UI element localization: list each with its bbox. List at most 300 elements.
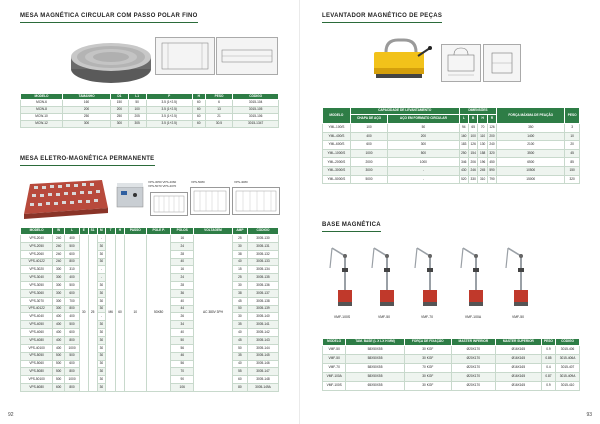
table-cell: 800 — [65, 258, 80, 266]
table-cell: 3015-410 — [556, 382, 580, 391]
table-cell: 500 — [53, 368, 65, 376]
table-cell: 600 — [65, 250, 80, 258]
table-cell: 30 — [97, 289, 105, 297]
table-cell: VMF-100A — [323, 373, 346, 382]
column-header: H — [192, 94, 205, 100]
table-cell: 1000 — [350, 149, 387, 158]
table-cell: MCW-6 — [21, 100, 63, 107]
table-cell: 3005-141 — [247, 321, 278, 329]
table-cell: 55 — [232, 368, 247, 376]
table-cell: 60 — [192, 107, 205, 114]
column-header: PESO — [205, 94, 233, 100]
table-cell: 400 — [65, 235, 80, 243]
table-cell: - — [97, 266, 105, 274]
table-cell: 158 — [478, 149, 487, 158]
magnetic-base-image — [407, 238, 447, 320]
table-cell: 500 — [65, 321, 80, 329]
table-cell: 34 — [171, 321, 194, 329]
magnetic-base-image — [364, 238, 404, 320]
table-cell: 50 — [388, 124, 459, 133]
table-cell: 30 — [97, 344, 105, 352]
base-model-label: VMF-50 — [377, 315, 391, 319]
lifter-drawing-2 — [483, 44, 521, 82]
table-cell: 3015-105 — [233, 107, 279, 114]
table-cell: 60 — [192, 114, 205, 121]
table-cell: 58X50X55 — [346, 355, 404, 364]
column-header: H — [116, 228, 124, 235]
table-cell: 58X50X55 — [346, 346, 404, 355]
table-cell: 40 — [171, 297, 194, 305]
table-cell: 206 — [469, 158, 478, 167]
column-header: PESO — [541, 339, 555, 346]
table-cell: 24 — [171, 242, 194, 250]
table-cell: 240 — [53, 258, 65, 266]
drawing-thumbnail-2 — [190, 187, 230, 215]
table-cell: 590 — [487, 166, 496, 175]
table-cell: VPS-5060 — [21, 360, 53, 368]
merged-cell: 30 — [80, 235, 88, 392]
column-header: MASTER SUPERIOR — [495, 339, 541, 346]
table-cell: 30 — [232, 313, 247, 321]
table-cell: 30 — [97, 329, 105, 337]
table-cell: 240 — [487, 141, 496, 150]
table-cell: 110 — [478, 132, 487, 141]
table-cell: 300 — [63, 121, 111, 128]
table-cell: VPS-2040 — [21, 235, 53, 243]
table-cell: 3500 — [497, 149, 565, 158]
section-title-electro-permanent: MESA ELETRO-MAGNÉTICA PERMANENTE — [20, 156, 155, 166]
table-cell: 500 — [388, 149, 459, 158]
table-cell: Ø16X165 — [495, 373, 541, 382]
table-cell: 94 — [459, 124, 468, 133]
table-cell: 30 KGF — [404, 346, 451, 355]
table-row — [323, 382, 580, 391]
table-cell: MCW-8 — [21, 107, 63, 114]
table-cell: 300 — [53, 274, 65, 282]
table-cell: 346 — [459, 158, 468, 167]
table-cell: MCW-12 — [21, 121, 63, 128]
magnetic-lifter-spec-table — [322, 107, 580, 184]
table-cell: 3005-130 — [247, 235, 278, 243]
column-header: AMP — [232, 228, 247, 235]
table-cell: 38 — [232, 289, 247, 297]
table-cell: 30 — [97, 336, 105, 344]
table-cell: 30 — [97, 250, 105, 258]
section-title-magnetic-lifter: LEVANTADOR MAGNÉTICO DE PEÇAS — [322, 13, 442, 23]
table-cell: 200 — [487, 132, 496, 141]
table-cell: 400 — [53, 336, 65, 344]
table-cell: 430 — [459, 166, 468, 175]
circular-table-spec-table — [20, 93, 279, 128]
table-cell: 2100 — [497, 141, 565, 150]
table-cell: 500 — [53, 360, 65, 368]
table-cell: 3005-146 — [247, 360, 278, 368]
table-cell: 28 — [171, 282, 194, 290]
table-cell: VPS-3060 — [21, 289, 53, 297]
table-cell: 25 — [232, 274, 247, 282]
table-cell: YML-100/S — [323, 124, 351, 133]
table-row — [21, 107, 279, 114]
table-cell: 3015-104 — [233, 100, 279, 107]
table-cell: 790 — [487, 175, 496, 184]
table-cell: 520 — [459, 175, 468, 184]
table-cell: YML-3000/S — [323, 166, 351, 175]
table-cell: - — [388, 166, 459, 175]
magnetic-base-spec-table — [322, 338, 580, 391]
table-cell: Ø16X165 — [495, 364, 541, 373]
table-cell: 600 — [65, 289, 80, 297]
table-cell: 56 — [171, 344, 194, 352]
table-cell: 3005-136 — [247, 282, 278, 290]
table-cell: 3015-407 — [556, 364, 580, 373]
table-cell: VPS-5080 — [21, 368, 53, 376]
circular-table-drawing-side — [216, 37, 278, 75]
column-header: MODELO — [323, 108, 351, 124]
table-cell: 50 — [128, 100, 146, 107]
base-model-label: VMF-50 — [511, 315, 525, 319]
table-cell: 3.5 (1+2.5) — [146, 100, 192, 107]
table-cell: 65 — [469, 124, 478, 133]
table-cell: 800 — [65, 368, 80, 376]
table-cell: 3005-148 — [247, 376, 278, 384]
table-cell: 400 — [350, 132, 387, 141]
table-cell: 3005-138 — [247, 297, 278, 305]
table-cell: 15000 — [497, 175, 565, 184]
table-cell: VPS-2060 — [21, 250, 53, 258]
table-cell: 30 — [97, 384, 105, 392]
section-title-circular-table: MESA MAGNÉTICA CIRCULAR COM PASSO POLAR FINO — [20, 13, 198, 23]
table-cell: 70 KGF — [404, 364, 451, 373]
table-cell: 3.5 (1+2.5) — [146, 114, 192, 121]
table-cell: YML-600/S — [323, 141, 351, 150]
column-header: L — [65, 228, 80, 235]
table-cell: 16 — [171, 235, 194, 243]
table-cell: VPS-40122 — [21, 258, 53, 266]
drawing-thumbnail-3 — [232, 187, 280, 215]
table-cell: 30.5 — [205, 121, 233, 128]
table-cell: 30 — [97, 297, 105, 305]
circular-magnetic-table-image — [70, 33, 152, 85]
table-cell: VPS-4060 — [21, 329, 53, 337]
table-cell: 245 — [478, 166, 487, 175]
table-cell: 800 — [65, 336, 80, 344]
table-cell: 45 — [565, 149, 580, 158]
table-cell: VPS-50100 — [21, 376, 53, 384]
table-cell: 35 — [232, 321, 247, 329]
table-cell: 300 — [53, 289, 65, 297]
table-cell: 30 — [97, 258, 105, 266]
table-cell: 38 — [232, 250, 247, 258]
column-header: P — [146, 94, 192, 100]
table-cell: - — [97, 235, 105, 243]
table-cell: 246 — [469, 166, 478, 175]
table-cell: 300 — [53, 282, 65, 290]
table-cell: 240 — [53, 235, 65, 243]
page-number-left: 92 — [8, 412, 14, 418]
merged-cell: AC 380V 3PH — [194, 235, 233, 392]
table-cell: VPS-3040 — [21, 274, 53, 282]
column-header: CÓDIGO — [233, 94, 279, 100]
table-cell: VPS-40122 — [21, 305, 53, 313]
table-cell: 40 — [232, 329, 247, 337]
table-cell: 600 — [53, 384, 65, 392]
table-cell: 330 — [469, 175, 478, 184]
table-cell: 90 — [171, 376, 194, 384]
column-header: MODELO — [323, 339, 346, 346]
table-cell: MCW-10 — [21, 114, 63, 121]
table-row — [323, 132, 580, 141]
table-cell: 40 — [171, 329, 194, 337]
table-cell: 400 — [53, 313, 65, 321]
table-cell: 3005-143 — [247, 336, 278, 344]
lifter-drawing-1 — [441, 44, 481, 82]
table-cell: 5000 — [350, 175, 387, 184]
table-cell: 30 — [97, 376, 105, 384]
table-cell: 150 — [565, 166, 580, 175]
column-header: PASSO — [124, 228, 146, 235]
table-cell: VPS-4050 — [21, 321, 53, 329]
table-cell: Ø16X165 — [495, 355, 541, 364]
table-cell: 320 — [565, 175, 580, 184]
table-cell: 160 — [63, 100, 111, 107]
table-cell: 500 — [53, 352, 65, 360]
merged-cell: 10 — [124, 235, 146, 392]
table-cell: 0.9 — [541, 346, 555, 355]
table-cell: 3015-406A — [556, 355, 580, 364]
table-cell: 400 — [53, 321, 65, 329]
column-header: E — [80, 228, 88, 235]
table-cell: 205 — [128, 114, 146, 121]
table-cell: 50 — [171, 336, 194, 344]
table-cell: 3015-406 — [556, 346, 580, 355]
table-cell: 350 — [497, 124, 565, 133]
table-cell: 300 — [388, 141, 459, 150]
circular-table-drawing-top — [155, 37, 215, 75]
table-cell: VPS-5050 — [21, 352, 53, 360]
table-cell: 10 — [565, 132, 580, 141]
table-cell: VPS-3070 — [21, 297, 53, 305]
table-cell: 30 — [97, 352, 105, 360]
table-cell: 100 — [469, 132, 478, 141]
table-cell: 26 — [171, 313, 194, 321]
table-cell: 3015-106 — [233, 114, 279, 121]
table-row — [21, 121, 279, 128]
table-cell: 3005-131 — [247, 242, 278, 250]
table-cell: 250 — [63, 114, 111, 121]
column-header: H — [478, 115, 487, 124]
table-cell: 30 — [232, 282, 247, 290]
table-cell: Ø20X170 — [451, 364, 495, 373]
table-cell: 800 — [65, 305, 80, 313]
table-cell: 3005-147 — [247, 368, 278, 376]
table-cell: 450 — [487, 158, 496, 167]
column-group-header: DIMENSÕES — [459, 108, 497, 115]
table-row — [21, 100, 279, 107]
table-cell: 45 — [232, 297, 247, 305]
table-cell: 45 — [232, 336, 247, 344]
section-title-magnetic-base: BASE MAGNÉTICA — [322, 222, 381, 232]
column-header: D1 — [111, 94, 129, 100]
table-cell: 400 — [65, 274, 80, 282]
table-cell: 3005-145 — [247, 352, 278, 360]
table-cell: 28 — [171, 250, 194, 258]
table-cell: 3005-142 — [247, 329, 278, 337]
table-cell: 600 — [65, 360, 80, 368]
table-cell: 40 — [232, 360, 247, 368]
table-cell: 600 — [65, 329, 80, 337]
table-cell: 35 — [232, 352, 247, 360]
table-cell: 240 — [53, 250, 65, 258]
table-cell: Ø20X170 — [451, 373, 495, 382]
table-cell: 3005-139 — [247, 305, 278, 313]
table-cell: 80 — [232, 384, 247, 392]
table-cell: YML-1000/S — [323, 149, 351, 158]
table-cell: 70 — [171, 368, 194, 376]
table-cell: 1000 — [65, 376, 80, 384]
column-header: M — [97, 228, 105, 235]
table-cell: VPS-2050 — [21, 242, 53, 250]
table-cell: 0.85 — [541, 355, 555, 364]
table-cell: Ø16X165 — [495, 382, 541, 391]
table-cell: 30 — [97, 360, 105, 368]
table-cell: 3005-135 — [247, 274, 278, 282]
base-model-label: VMF-70 — [420, 315, 434, 319]
table-cell: 600 — [350, 141, 387, 150]
table-row — [323, 364, 580, 373]
column-header: POLE P. — [146, 228, 171, 235]
table-cell: 1400 — [497, 132, 565, 141]
table-cell: 30 — [97, 282, 105, 290]
table-cell: 100 — [128, 107, 146, 114]
table-cell: - — [388, 175, 459, 184]
table-cell: 65X50X55 — [346, 382, 404, 391]
table-cell: 85 — [565, 158, 580, 167]
table-cell: 150 — [111, 100, 129, 107]
magnetic-lifter-image — [368, 38, 434, 84]
controller-box-image — [115, 181, 147, 211]
table-cell: 44 — [171, 305, 194, 313]
table-cell: 10500 — [497, 166, 565, 175]
table-cell: 500 — [65, 282, 80, 290]
page-number-right: 93 — [586, 412, 592, 418]
electro-permanent-spec-table — [20, 227, 279, 392]
table-cell: VPS-4080 — [21, 336, 53, 344]
table-cell: VPS-6080 — [21, 384, 53, 392]
table-cell: 250 — [459, 149, 468, 158]
table-cell: 3005-144 — [247, 344, 278, 352]
table-row — [323, 141, 580, 150]
table-cell: 400 — [53, 344, 65, 352]
table-cell: VPS-3020 — [21, 266, 53, 274]
table-cell: 13 — [205, 107, 233, 114]
table-cell: 30 — [97, 321, 105, 329]
table-cell: Ø20X170 — [451, 355, 495, 364]
table-cell: 200 — [63, 107, 111, 114]
column-header: FORÇA DE FIXAÇÃO — [404, 339, 451, 346]
table-cell: 305 — [128, 121, 146, 128]
table-cell: 200 — [111, 107, 129, 114]
table-cell: 60 — [192, 100, 205, 107]
table-cell: 250 — [111, 114, 129, 121]
table-cell: 300 — [53, 297, 65, 305]
table-cell: VMF-100S — [323, 382, 346, 391]
column-header: B — [469, 115, 478, 124]
table-cell: 60 — [232, 376, 247, 384]
merged-cell: 60 — [116, 235, 124, 392]
table-cell: 6 — [205, 100, 233, 107]
table-cell: 46 — [171, 352, 194, 360]
page-divider — [299, 0, 300, 424]
table-cell: YML-5000/S — [323, 175, 351, 184]
table-cell: Ø20X170 — [451, 346, 495, 355]
table-cell: 36 — [171, 289, 194, 297]
table-cell: 30 KGF — [404, 355, 451, 364]
table-row — [323, 373, 580, 382]
magnetic-base-image — [453, 238, 493, 320]
merged-cell: 25 — [88, 235, 97, 392]
table-cell: VPS-4040 — [21, 313, 53, 321]
table-cell: 3005-140 — [247, 313, 278, 321]
table-cell: VMF-50 — [323, 355, 346, 364]
column-header: TAMANHO — [63, 94, 111, 100]
table-cell: 30 — [97, 242, 105, 250]
table-cell: VPS-40100 — [21, 344, 53, 352]
table-cell: 3015-1347 — [233, 121, 279, 128]
table-cell: Ø16X165 — [495, 346, 541, 355]
electro-permanent-table-image — [20, 176, 110, 220]
column-header: CHAPA DE AÇO — [350, 115, 387, 124]
table-cell: 50 — [232, 305, 247, 313]
table-cell: 60 — [192, 121, 205, 128]
table-row — [323, 166, 580, 175]
table-cell: 30 KGF — [404, 382, 451, 391]
table-cell: 800 — [65, 384, 80, 392]
table-cell: 3.5 (1+2.5) — [146, 121, 192, 128]
table-row — [323, 149, 580, 158]
magnetic-base-image — [322, 238, 362, 320]
column-header: TAM. BASE (L X LX H MM) — [346, 339, 404, 346]
table-cell: 320 — [487, 149, 496, 158]
column-header: AÇO EM FORMATO CIRCULAR — [388, 115, 459, 124]
table-cell: 21 — [205, 114, 233, 121]
table-cell: 196 — [478, 158, 487, 167]
column-header: MODELO — [21, 228, 53, 235]
table-cell: 3015-409A — [556, 373, 580, 382]
table-cell: 6500 — [497, 158, 565, 167]
base-model-label: VMF-100S — [333, 315, 351, 319]
table-cell: 24 — [171, 274, 194, 282]
column-header: S1 — [88, 228, 97, 235]
column-header: W — [53, 228, 65, 235]
table-cell: 50 — [232, 344, 247, 352]
table-row — [323, 346, 580, 355]
table-cell: YML-2000/S — [323, 158, 351, 167]
merged-cell: 50X80 — [146, 235, 171, 392]
table-cell: VMF-50 — [323, 346, 346, 355]
table-cell: 500 — [53, 376, 65, 384]
table-cell: 3005-134 — [247, 266, 278, 274]
table-cell: 2000 — [350, 158, 387, 167]
table-cell: 300 — [53, 305, 65, 313]
table-cell: 300 — [53, 266, 65, 274]
table-cell: 126 — [487, 124, 496, 133]
table-cell: 40 — [171, 258, 194, 266]
table-cell: 130 — [478, 141, 487, 150]
table-cell: 0.87 — [541, 373, 555, 382]
table-cell: - — [97, 274, 105, 282]
table-row — [21, 235, 279, 243]
table-cell: 20 — [565, 141, 580, 150]
